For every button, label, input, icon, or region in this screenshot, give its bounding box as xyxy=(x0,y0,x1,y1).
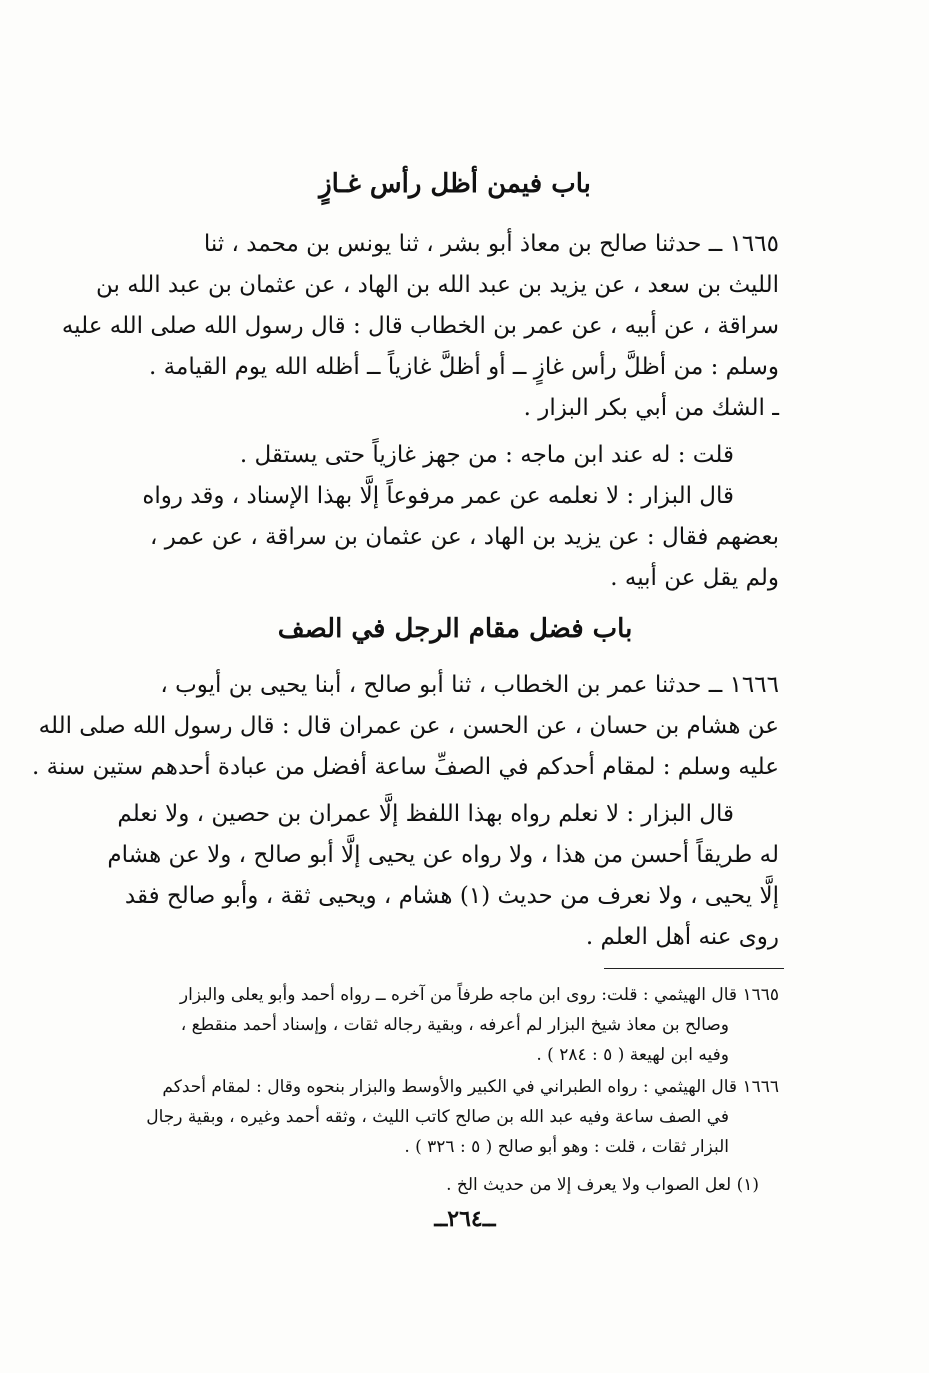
bazzar-comment-1665-line-1: قال البزار : لا نعلمه عن عمر مرفوعاً إلَّا بهذا الإسناد ، وقد رواه xyxy=(142,483,734,509)
hadith-1666-line-3: عليه وسلم : لمقام أحدكم في الصفِّ ساعة أفضل من عبادة أحدهم ستين سنة . xyxy=(32,754,779,780)
bazzar-comment-1666-line-4: روى عنه أهل العلم . xyxy=(585,924,779,950)
section-heading-1: باب فيمن أظل رأس غـازٍ xyxy=(319,169,591,199)
footnote-1665-line-3: وفيه ابن لهيعة ( ٥ : ٢٨٤ ) . xyxy=(536,1045,729,1065)
footnote-separator xyxy=(604,968,784,969)
bazzar-comment-1666-line-3: إلَّا يحيى ، ولا نعرف من حديث (١) هشام ، ويحيى ثقة ، وأبو صالح فقد xyxy=(124,883,779,909)
footnote-1666-line-2: في الصف ساعة وفيه عبد الله بن صالح كاتب الليث ، وثقه أحمد وغيره ، وبقية رجال xyxy=(146,1107,729,1127)
bazzar-comment-1666-line-1: قال البزار : لا نعلم رواه بهذا اللفظ إلَّا عمران بن حصين ، ولا نعلم xyxy=(117,801,734,827)
bazzar-comment-1665-line-3: ولم يقل عن أبيه . xyxy=(610,565,779,591)
page-number: ــ٢٦٤ــ xyxy=(434,1206,496,1232)
bazzar-comment-1666-line-2: له طريقاً أحسن من هذا ، ولا رواه عن يحيى إلَّا أبو صالح ، ولا عن هشام xyxy=(107,842,779,868)
bazzar-comment-1665-line-2: بعضهم فقال : عن يزيد بن الهاد ، عن عثمان بن سراقة ، عن عمر ، xyxy=(150,524,779,550)
comment-ibn-majah: قلت : له عند ابن ماجه : من جهز غازياً حتى يستقل . xyxy=(239,442,734,468)
footnote-1665-line-2: وصالح بن معاذ شيخ البزار لم أعرفه ، وبقية رجاله ثقات ، وإسناد أحمد منقطع ، xyxy=(180,1015,729,1035)
hadith-1665-line-5: ـ الشك من أبي بكر البزار . xyxy=(523,395,779,421)
hadith-1665-line-1: ١٦٦٥ ــ حدثنا صالح بن معاذ أبو بشر ، ثنا يونس بن محمد ، ثنا xyxy=(203,231,779,257)
section-heading-2: باب فضل مقام الرجل في الصف xyxy=(277,614,633,644)
hadith-1665-line-4: وسلم : من أظلَّ رأس غازٍ ــ أو أظلَّ غازياً ــ أظله الله يوم القيامة . xyxy=(149,354,779,380)
footnote-1665-line-1: ١٦٦٥ قال الهيثمي : قلت: روى ابن ماجه طرفاً من آخره ــ رواه أحمد وأبو يعلى والبزار xyxy=(179,985,779,1005)
footnote-1666-line-1: ١٦٦٦ قال الهيثمي : رواه الطبراني في الكبير والأوسط والبزار بنحوه وقال : لمقام أحدكم xyxy=(162,1077,779,1097)
footnote-marker-1: (١) لعل الصواب ولا يعرف إلا من حديث الخ . xyxy=(446,1175,759,1195)
hadith-1666-line-2: عن هشام بن حسان ، عن الحسن ، عن عمران قال : قال رسول الله صلى الله xyxy=(38,713,779,739)
footnote-1666-line-3: البزار ثقات ، قلت : وهو أبو صالح ( ٥ : ٣٢٦ ) . xyxy=(404,1137,729,1157)
hadith-1666-line-1: ١٦٦٦ ــ حدثنا عمر بن الخطاب ، ثنا أبو صالح ، أبنا يحيى بن أيوب ، xyxy=(160,672,779,698)
hadith-1665-line-3: سراقة ، عن أبيه ، عن عمر بن الخطاب قال : قال رسول الله صلى الله عليه xyxy=(61,313,779,339)
hadith-1665-line-2: الليث بن سعد ، عن يزيد بن عبد الله بن الهاد ، عن عثمان بن عبد الله بن xyxy=(96,272,779,298)
